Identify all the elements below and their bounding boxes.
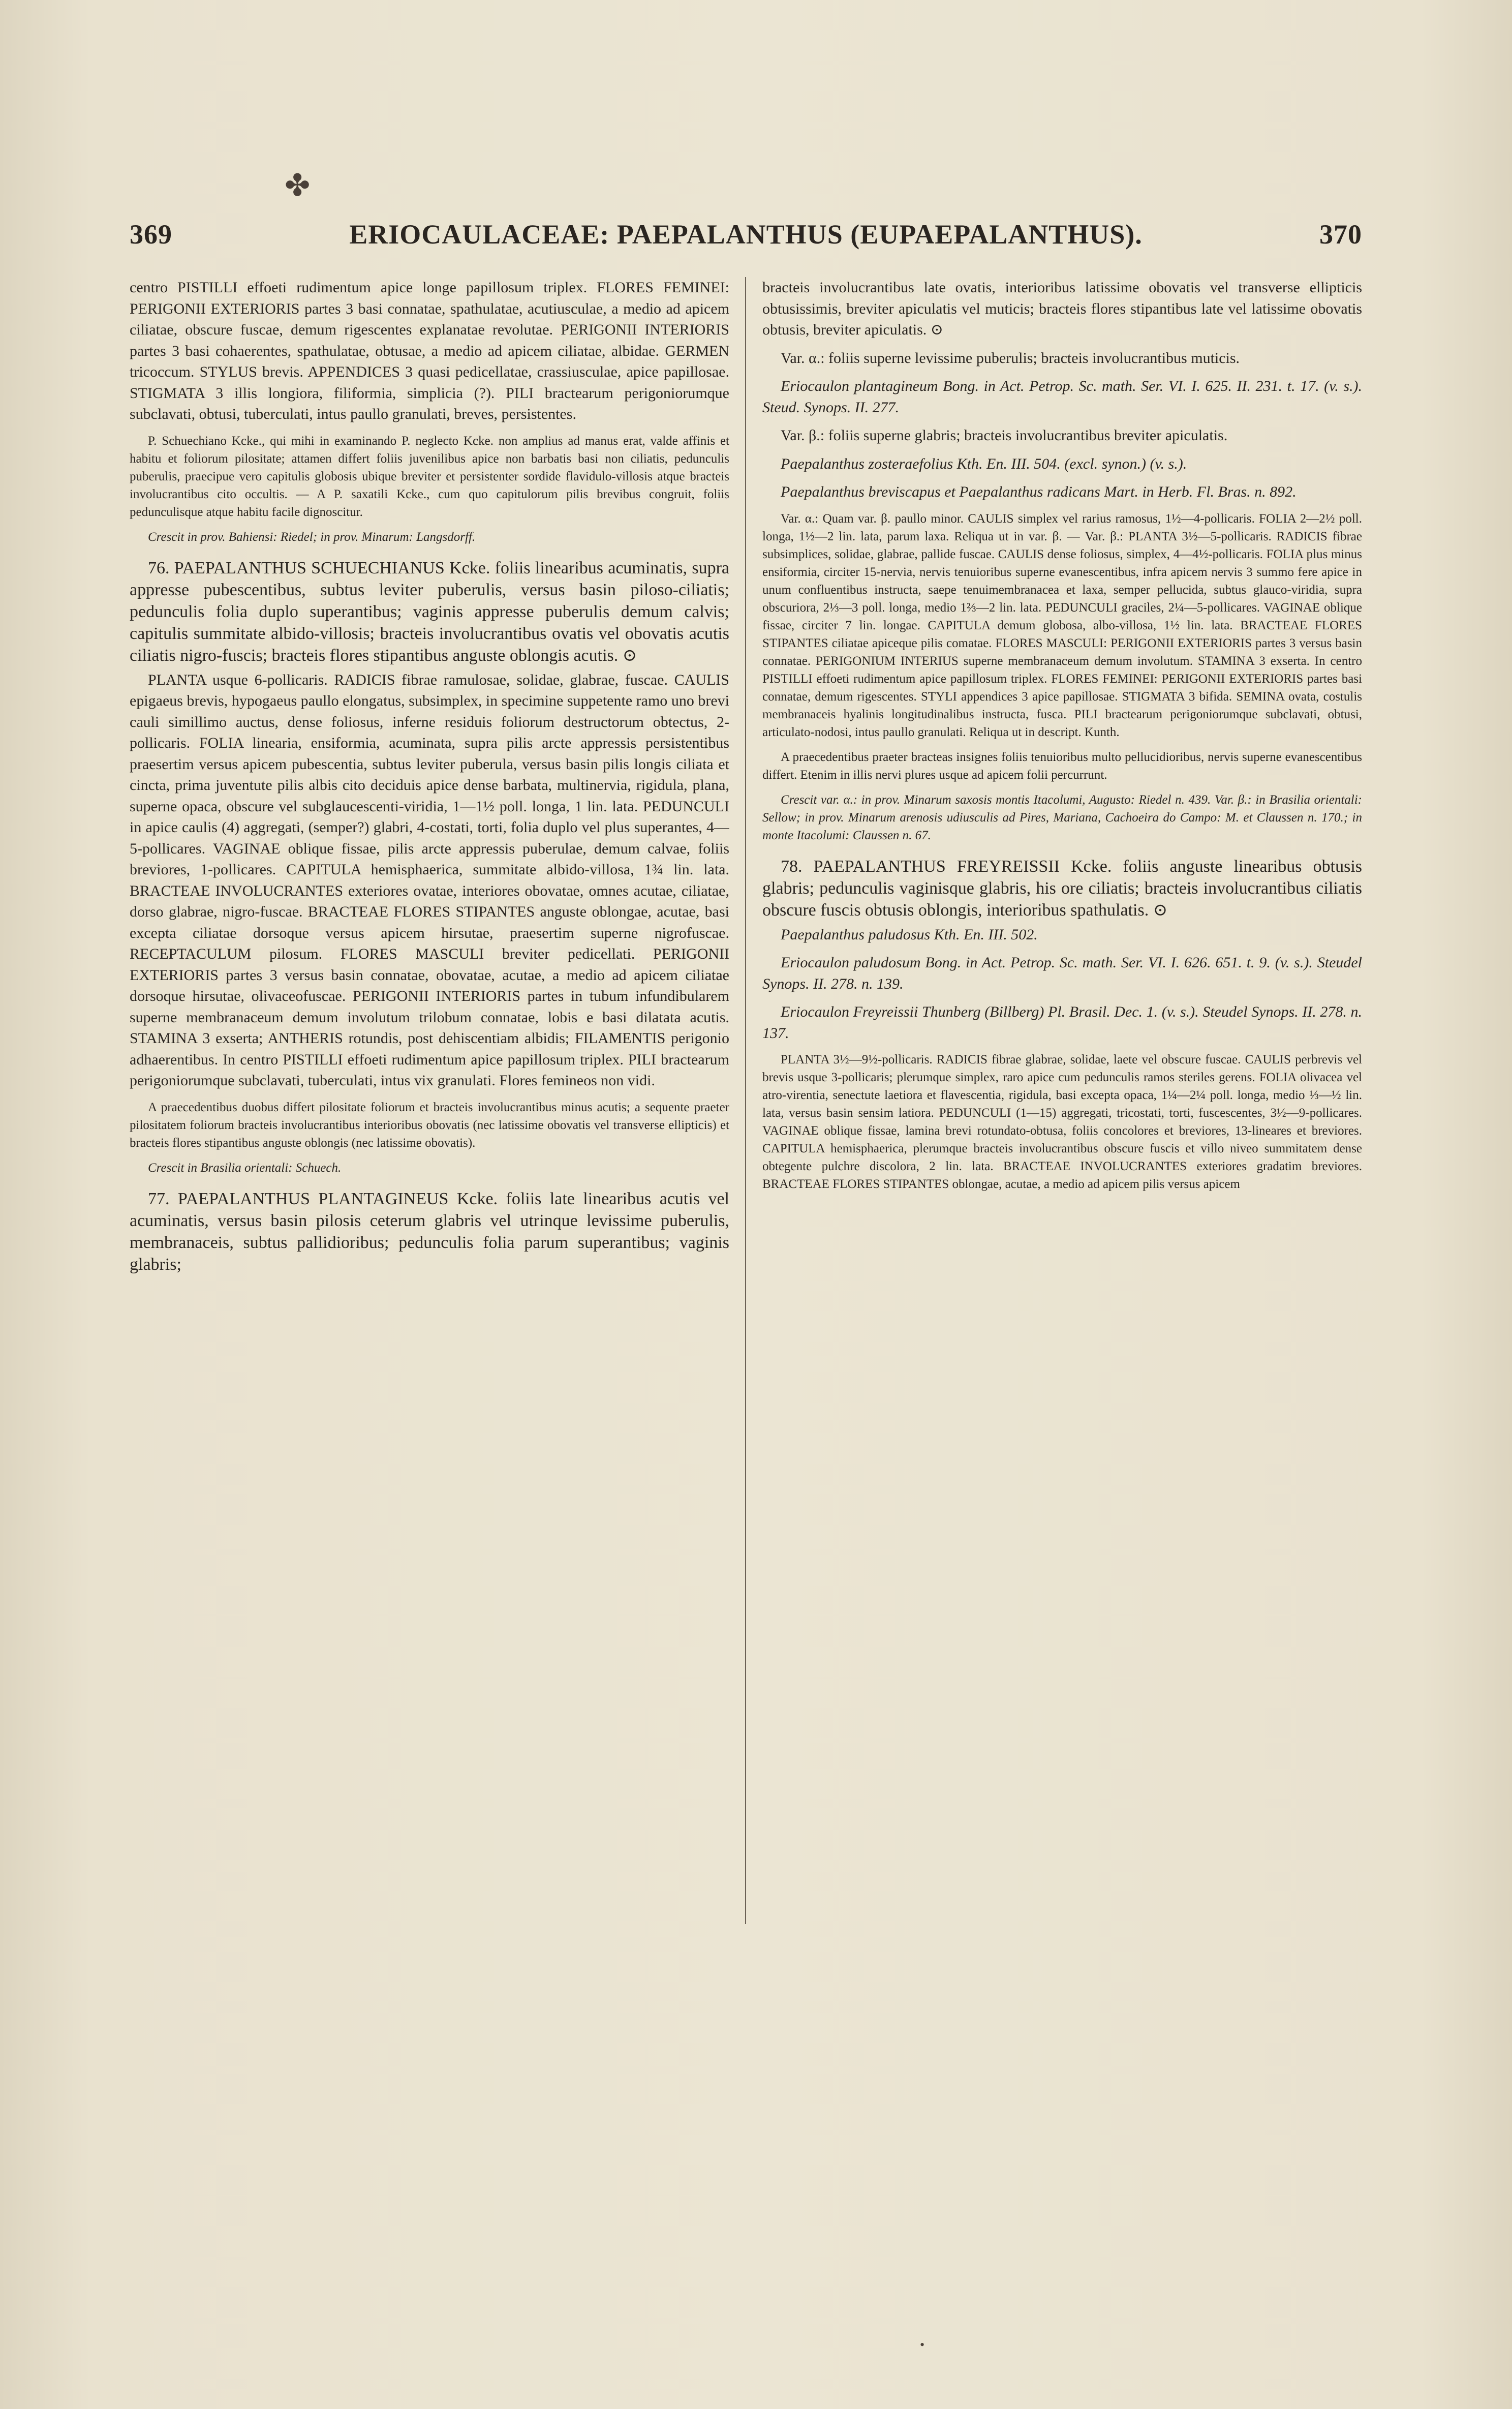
synonym-paragraph: Paepalanthus breviscapus et Paepalanthus radicans Mart. in Herb. Fl. Bras. n. 892. <box>781 483 1297 500</box>
variety-paragraph: Var. β.: foliis superne glabris; bracteis involucrantibus breviter apiculatis. <box>781 427 1228 444</box>
synonym-paragraph: Eriocaulon paludosum Bong. in Act. Petrop. Sc. math. Ser. VI. I. 626. 651. t. 9. (v. s.). Steudel Synops. II. 278. n. 139. <box>762 954 1362 992</box>
synonym-paragraph: Eriocaulon Freyreissii Thunberg (Billberg) Pl. Brasil. Dec. 1. (v. s.). Steudel Synops. II. 278. n. 137. <box>762 1003 1362 1042</box>
header-title: ERIOCAULACEAE: PAEPALANTHUS (EUPAEPALANTHUS). <box>349 219 1143 250</box>
synonym-paragraph: Paepalanthus paludosus Kth. En. III. 502. <box>781 926 1038 943</box>
species-heading-77: 77. PAEPALANTHUS PLANTAGINEUS Kcke. foliis late linearibus acutis vel acuminatis, versus basin pilosis ceterum glabris vel utrinque levissime puberulis, membranaceis, subtus pallidioribus; pedunculis folia parum superantibus; vaginis glabris; <box>130 1189 729 1274</box>
right-column <box>762 277 1362 1970</box>
page-number-right: 370 <box>1319 219 1362 250</box>
column-divider <box>745 277 746 1924</box>
left-column <box>130 277 729 1970</box>
description-paragraph: PLANTA 3½—9½-pollicaris. RADICIS fibrae glabrae, solidae, laete vel obscure fuscae. CAULIS perbrevis vel brevis usque 3-pollicaris; plerumque simplex, raro apice cum pedunculis ramos steriles gerens. FOLIA olivacea vel atro-virentia, senectute laetiora et flavescentia, rigidula, basi excepta opaca, 1¼—2¼ poll. longa, medio ⅓—½ lin. lata, versus basin sensim latiora. PEDUNCULI (1—15) aggregati, tricostati, torti, fuscescentes, 3½—9-pollicares. VAGINAE oblique fissae, lamina brevi rotundato-obtusa, foliis concolores et breviores, 13-lineares et breviores. CAPITULA hemisphaerica, plerumque bracteis involucrantibus obscure fuscis et villo niveo summitatem dense obtegente pulchre discolora, 2 lin. lata. BRACTEAE INVOLUCRANTES exteriores gradatim breviores. BRACTEAE FLORES STIPANTES oblongae, acutae, a medio ad apicem pilis versus apicem <box>762 1053 1362 1191</box>
description-paragraph: PLANTA usque 6-pollicaris. RADICIS fibrae ramulosae, solidae, glabrae, fuscae. CAULIS epigaeus brevis, hypogaeus paullo elongatus, subsimplex, in specimine suppetente ramo uno brevi cauli simillimo auctus, dense foliosus, inferne residuis foliorum destructorum obtectus, 2-pollicaris. FOLIA linearia, ensiformia, acuminata, supra pilis arcte appressis persistentibus praesertim versus apicem pubescentia, subtus leviter puberula, versus basin pilis longis ciliata et cincta, prima juventute pilis albis cito deciduis apice dense barbata, multinervia, rigidula, plana, superne opaca, obscure vel subglaucescenti-viridia, 1—1½ poll. longa, 1 lin. lata. PEDUNCULI in apice caulis (4) aggregati, (semper?) glabri, 4-costati, torti, folia duplo vel plus superantes, 4—5-pollicares. VAGINAE oblique fissae, pilis arcte appressis puberulae, demum calvae, foliis breviores, 1-pollicares. CAPITULA hemisphaerica, summitate albido-villosa, 1¾ lin. lata. BRACTEAE INVOLUCRANTES exteriores ovatae, interiores obovatae, omnes acutae, ciliatae, dorso glabrae, nigro-fuscae. BRACTEAE FLORES STIPANTES anguste oblongae, acutae, basi excepta ciliatae dorsoque versus apicem hirsutae, praesertim superne nigrofuscae. RECEPTACULUM pilosum. FLORES MASCULI breviter pedicellati. PERIGONII EXTERIORIS partes 3 versus basin connatae, obovatae, acutae, a medio ad apicem ciliatae dorsoque hirsutae, olivaceofuscae. PERIGONII INTERIORIS partes in tubum infundibularem superne membranaceum demum involutum trilobum connatae, lobis e basi dilatata acutis. STAMINA 3 exserta; ANTHERIS rotundis, post dehiscentiam albidis; FILAMENTIS perigonio adhaerentibus. In centro PISTILLI effoeti rudimentum apice papillosum triplex. PILI bractearum perigoniorumque subclavati, tuberculati, intus vix granulati. Flores feminеos non vidi. <box>130 671 729 1089</box>
synonym-paragraph: Paepalanthus zosteraefolius Kth. En. III. 504. (excl. synon.) (v. s.). <box>781 455 1187 472</box>
paragraph: bracteis involucrantibus late ovatis, interioribus latissime obovatis vel transverse ellipticis obtusissimis, breviter apiculatis vel muticis; bracteis flores stipantibus late vel latissime obovatis obtusis, breviter apiculatis. ⊙ <box>762 279 1362 338</box>
habitat-paragraph: Crescit in prov. Bahiensi: Riedel; in prov. Minarum: Langsdorff. <box>148 530 476 544</box>
description-paragraph: Var. α.: Quam var. β. paullo minor. CAULIS simplex vel rarius ramosus, 1½—4-pollicaris. FOLIA 2—2½ poll. longa, 1½—2 lin. lata, parum laxa. Reliqua ut in var. β. — Var. β.: PLANTA 3½—5-pollicaris. RADICIS fibrae subsimplices, solidae, glabrae, pallide fuscae. CAULIS dense foliosus, simplex, 4—4½-pollicaris. FOLIA plus minus ensiformia, circiter 15-nervia, nervis tenuioribus superne evanescentibus, infra apicem nervis 3 summo fere apice in unum confluentibus instructa, saepe tenuimembranacea et laxa, semper pellucida, subtus glauco-viridia, supra obscuriora, 2⅓—3 poll. longa, medio 1⅔—2 lin. lata. PEDUNCULI graciles, 2¼—5-pollicares. VAGINAE oblique fissae, circiter 7 lin. longae. CAPITULA demum globosa, albo-villosa, 1½ lin. lata. BRACTEAE FLORES STIPANTES ciliatae apiceque pilis comatae. FLORES MASCULI: PERIGONII EXTERIORIS partes 3 versus basin connatae. PERIGONIUM INTERIUS superne membranaceum demum involutum. STAMINA 3 exserta. In centro PISTILLI effoeti rudimentum apice papillosum triplex. FLORES FEMINEI: PERIGONII EXTERIORIS partes basi connatae, demum rigescentes. STYLI appendices 3 apice papillosae. STIGMATA 3 bifida. SEMINA ovata, costulis membranaceis hyalinis longitudinalibus instructa, fusca. PILI bractearum perigoniorumque subclavati, obtusi, articulato-nodosi, intus paullo granulati. Reliqua ut in descript. Kunth. <box>762 511 1362 739</box>
ink-speck-icon: • <box>920 2337 925 2352</box>
paragraph: centro PISTILLI effoeti rudimentum apice longe papillosum triplex. FLORES FEMINEI: PERIGONII EXTERIORIS partes 3 basi connatae, spathulatae, acutiusculae, a medio ad apicem ciliatae, obscure fuscae, demum rigescentes explanatae revolutae. PERIGONII INTERIORIS partes 3 basi cohaerentes, spathulatae, obtusae, a medio ad apicem ciliatae, albidae. GERMEN tricoccum. STYLUS brevis. APPENDICES 3 quasi pedicellatae, crassiusculae, apice papillosae. STIGMATA 3 illis longiora, filiformia, simplicia (?). PILI bractearum perigoniorumque subclavati, obtusi, tuberculati, intus paullo granulati, breves, persistentes. <box>130 279 729 422</box>
habitat-paragraph: Crescit in Brasilia orientali: Schuech. <box>148 1161 342 1175</box>
habitat-paragraph: Crescit var. α.: in prov. Minarum saxosis montis Itacolumi, Augusto: Riedel n. 439. Var. β.: in Brasilia orientali: Sellow; in prov. Minarum arenosis udiusculis ad Pires, Mariana, Cachoeira do Campo: M. et Claussen n. 170.; in monte Itacolumi: Claussen n. 67. <box>762 792 1362 842</box>
note-paragraph: A praecedentibus praeter bracteas insignes foliis tenuioribus multo pellucidioribus, nervis superne evanescentibus differt. Etenim in illis nervi plures usque ad apicem folii percurrunt. <box>762 750 1362 782</box>
synonym-paragraph: Eriocaulon plantagineum Bong. in Act. Petrop. Sc. math. Ser. VI. I. 625. II. 231. t. 17. (v. s.). Steud. Synops. II. 277. <box>762 378 1362 416</box>
species-heading-78: 78. PAEPALANTHUS FREYREISSII Kcke. foliis anguste linearibus obtusis glabris; pedunculis vaginisque glabris, his ore ciliatis; bracteis involucrantibus ciliatis obscure fuscis obtusis oblongis, interioribus spathulatis. ⊙ <box>762 857 1362 920</box>
species-heading-76: 76. PAEPALANTHUS SCHUECHIANUS Kcke. foliis linearibus acuminatis, supra appresse pubescentibus, subtus leviter puberulis, versus basin piloso-ciliatis; pedunculis folia duplo superantibus; vaginis appresse puberulis demum calvis; capitulis summitate albido-villosis; bracteis involucrantibus ovatis vel obovatis acutis ciliatis nigro-fuscis; bracteis flores stipantibus anguste oblongis acutis. ⊙ <box>130 558 729 665</box>
note-paragraph: P. Schuechiano Kcke., qui mihi in examinando P. neglecto Kcke. non amplius ad manus erat, valde affinis et habitu et foliorum pilositate; attamen differt foliis juvenilibus apice non barbatis basi non ciliatis, pedunculis puberulis, praecipue vero capitulis globosis ubique breviter et persistenter sordide flavidulo-villosis atque bracteis involucrantibus cito occultis. — A P. saxatili Kcke., cum quo capitulorum pilis brevibus congruit, foliis pedunculisque atque habitu facile dignoscitur. <box>130 434 729 519</box>
page-number-left: 369 <box>130 219 172 250</box>
ink-mark-icon: ✤ <box>285 169 311 202</box>
running-header <box>130 219 1362 264</box>
note-paragraph: A praecedentibus duobus differt pilositate foliorum et bracteis involucrantibus minus acutis; a sequente praeter pilositatem foliorum bracteis involucrantibus interioribus obovatis (nec latissime obovatis vel transverse ellipticis) et bracteis flores stipantibus anguste oblongis (nec latissime obovatis). <box>130 1100 729 1150</box>
variety-paragraph: Var. α.: foliis superne levissime puberulis; bracteis involucrantibus muticis. <box>781 349 1240 367</box>
